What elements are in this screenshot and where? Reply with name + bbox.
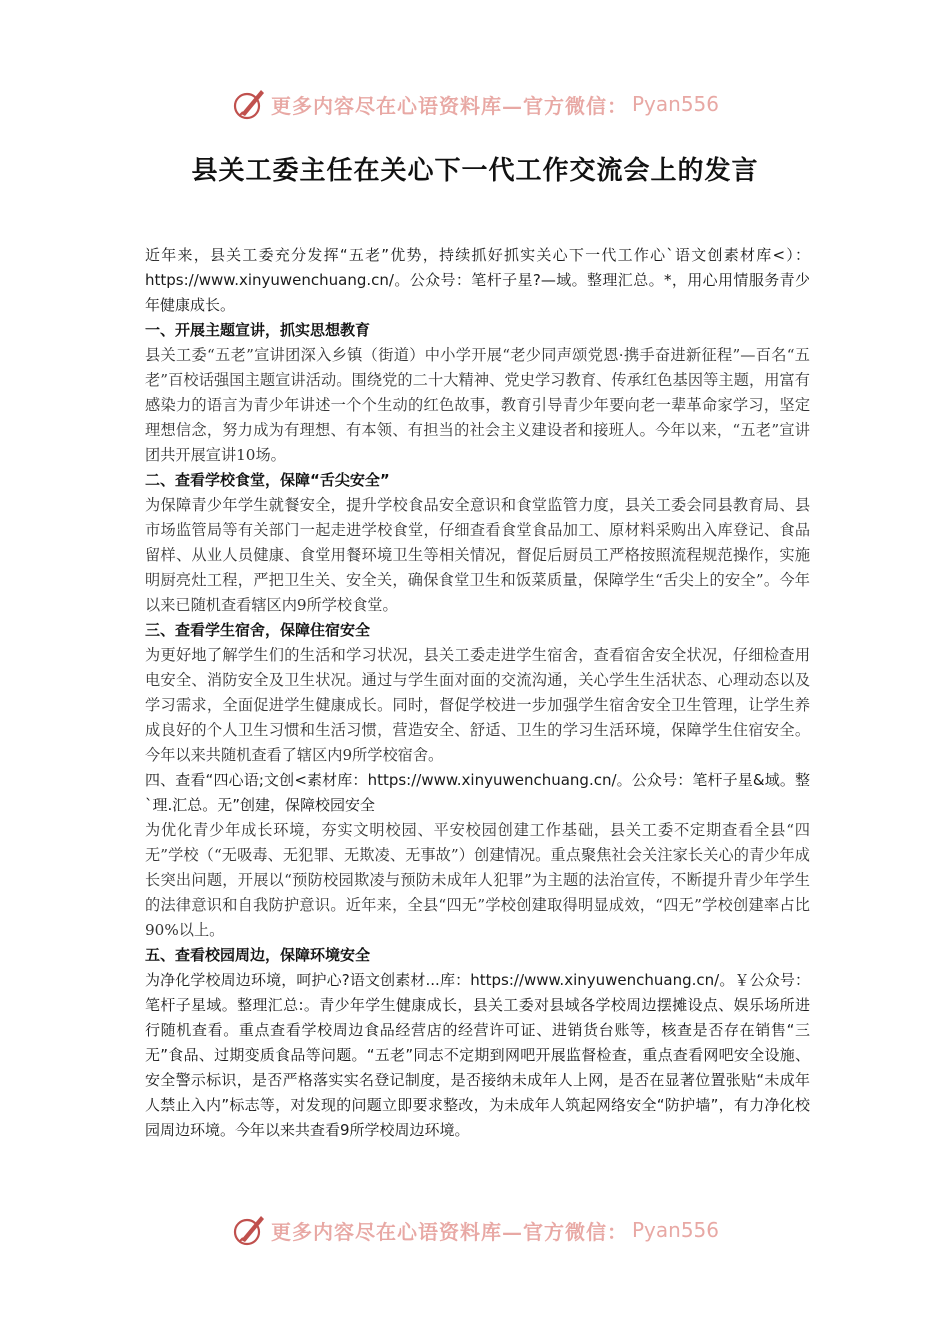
document-body (145, 243, 810, 1143)
banner-text: 更多内容尽在心语资料库—官方微信： (270, 1219, 628, 1244)
quill-pen-icon (231, 86, 267, 122)
section-paragraph-3: 为更好地了解学生们的生活和学习状况，县关工委走进学生宿舍，查看宿舍安全状况，仔细检查用电安全、消防安全及卫生状况。通过与学生面对面的交流沟通，关心学生生活状态、心理动态以及学习需求，全面促进学生健康成长。同时，督促学校进一步加强学生宿舍安全卫生管理，让学生养成良好的个人卫生习惯和生活习惯，营造安全、舒适、卫生的学习生活环境，保障学生住宿安全。今年以来共随机查看了辖区内9所学校宿舍。 (145, 646, 810, 764)
section-paragraph-4: 为优化青少年成长环境，夯实文明校园、平安校园创建工作基础，县关工委不定期查看全县“四无”学校（“无吸毒、无犯罪、无欺凌、无事故”）创建情况。重点聚焦社会关注家长关心的青少年成长突出问题，开展以“预防校园欺凌与预防未成年人犯罪”为主题的法治宣传，不断提升青少年学生的法律意识和自我防护意识。近年来，全县“四无”学校创建取得明显成效，“四无”学校创建率占比90%以上。 (145, 821, 810, 939)
section-paragraph-5: 为净化学校周边环境，呵护心?语文创素材...库：https://www.xinyuwenchuang.cn/。￥公众号：笔杆子星域。整理汇总:。青少年学生健康成长，县关工委对县域各学校周边摆摊设点、娱乐场所进行随机查看。重点查看学校周边食品经营店的经营许可证、进销货台账等，核查是否存在销售“三无”食品、过期变质食品等问题。“五老”同志不定期到网吧开展监督检查，重点查看网吧安全设施、安全警示标识，是否严格落实实名登记制度，是否接纳未成年人上网，是否在显著位置张贴“未成年人禁止入内”标志等，对发现的问题立即要求整改，为未成年人筑起网络安全“防护墙”，有力净化校园周边环境。今年以来共查看9所学校周边环境。 (145, 971, 810, 1139)
banner-wechat-id: Pyan556 (631, 1218, 719, 1242)
header-banner (0, 84, 950, 124)
section-heading-4: 四、查看“四心语;文创<素材库：https://www.xinyuwenchuang.cn/。公众号：笔杆子星&域。整`理.汇总。无”创建，保障校园安全 (145, 771, 810, 814)
section-heading-3: 三、查看学生宿舍，保障住宿安全 (145, 621, 371, 639)
intro-paragraph: 近年来，县关工委充分发挥“五老”优势，持续抓好抓实关心下一代工作心`语文创素材库<）：https://www.xinyuwenchuang.cn/。公众号：笔杆子星?—域。整理汇总。*，用心用情服务青少年健康成长。 (145, 246, 810, 314)
banner-wechat-id: Pyan556 (631, 92, 719, 116)
section-heading-5: 五、查看校园周边，保障环境安全 (145, 946, 371, 964)
section-paragraph-2: 为保障青少年学生就餐安全，提升学校食品安全意识和食堂监管力度，县关工委会同县教育局、县市场监管局等有关部门一起走进学校食堂，仔细查看食堂食品加工、原材料采购出入库登记、食品留样、从业人员健康、食堂用餐环境卫生等相关情况，督促后厨员工严格按照流程规范操作，实施明厨亮灶工程，严把卫生关、安全关，确保食堂卫生和饭菜质量，保障学生“舌尖上的安全”。今年以来已随机查看辖区内9所学校食堂。 (145, 496, 810, 614)
banner-text: 更多内容尽在心语资料库—官方微信： (270, 93, 628, 118)
section-heading-2: 二、查看学校食堂，保障“舌尖安全” (145, 471, 390, 489)
section-heading-1: 一、开展主题宣讲，抓实思想教育 (145, 321, 371, 339)
section-paragraph-1: 县关工委“五老”宣讲团深入乡镇（街道）中小学开展“老少同声颂党恩·携手奋进新征程”—百名“五老”百校话强国主题宣讲活动。围绕党的二十大精神、党史学习教育、传承红色基因等主题，用富有感染力的语言为青少年讲述一个个生动的红色故事，教育引导青少年要向老一辈革命家学习，坚定理想信念，努力成为有理想、有本领、有担当的社会主义建设者和接班人。今年以来，“五老”宣讲团共开展宣讲10场。 (145, 346, 810, 464)
quill-pen-icon (231, 1212, 267, 1248)
footer-banner (0, 1210, 950, 1250)
document-title: 县关工委主任在关心下一代工作交流会上的发言 (191, 156, 759, 186)
